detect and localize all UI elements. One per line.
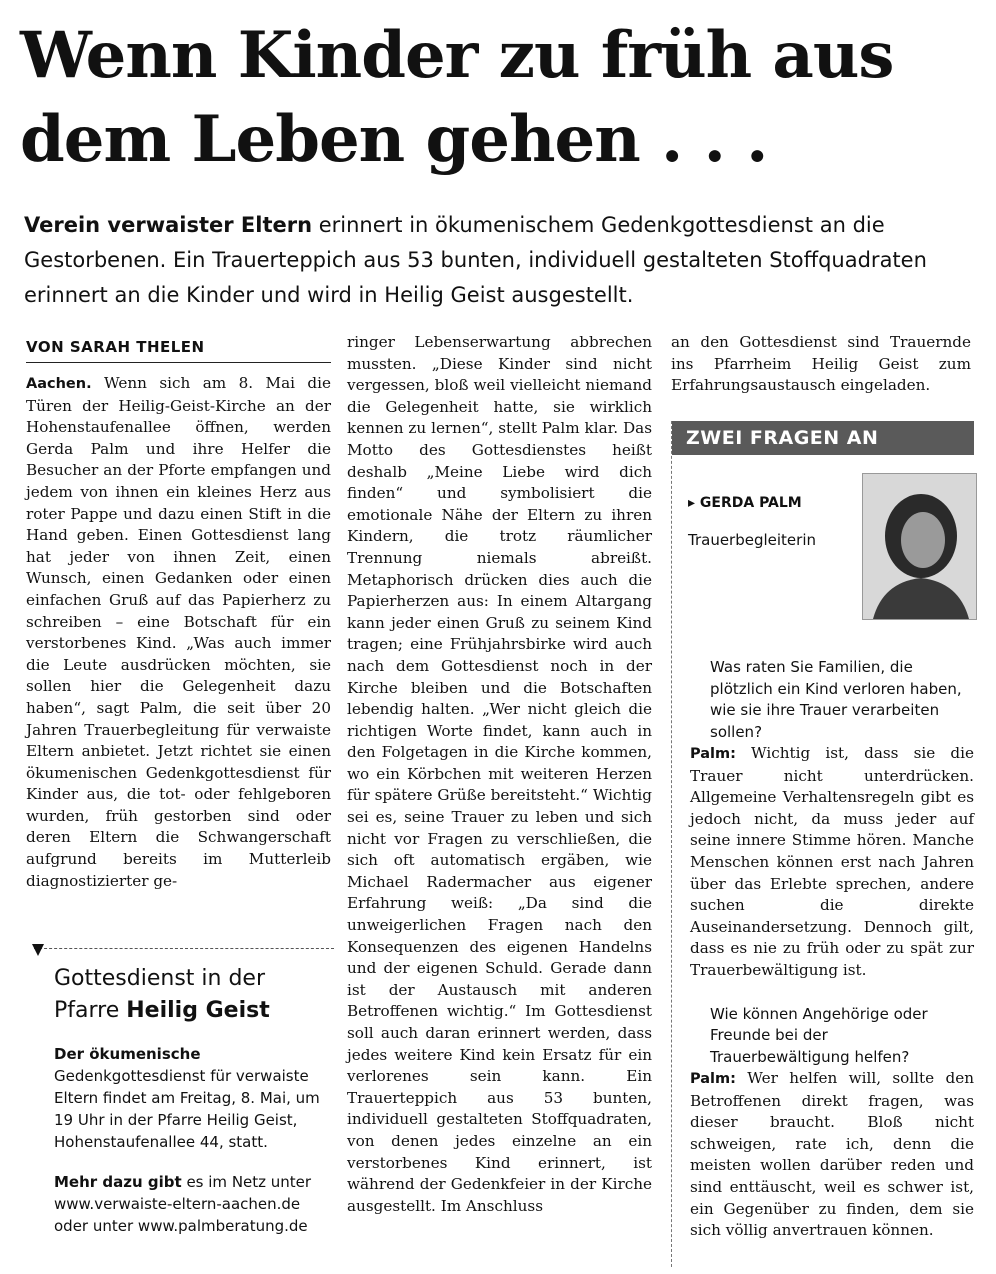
- article-body-2: ringer Lebenserwartung abbrechen mussten. „Diese Kinder sind nicht vergessen, bloß weil vielleicht niemand die Gelegenheit hatte, sie wirklich kennen zu lernen“, stellt Palm klar. Das Motto des Gottesdienstes heißt deshalb „Meine Liebe wird dich finden“ und symbolisiert die emotionale Nähe der Eltern zu ihren Kindern, die trotz räumlicher Trennung niemals abreißt. Metaphorisch drücken dies auch die Papierherzen aus: In einem Altargang kann jeder einen Gruß zu seinem Kind tragen; eine Frühjahrsbirke wird auch nach dem Gottesdienst noch in der Kirche bleiben und die Botschaften lebendig halten. „Wer nicht gleich die richtigen Worte findet, kann auch in den Folgetagen in die Kirche kommen, wo ein Körbchen mit weiteren Herzen für spätere Grüße bereitsteht.“ Wichtig sei es, seine Trauer zu leben und sich nicht vor Fragen zu verschließen, die sich oft automatisch ergäben, wie Michael Radermacher aus eigener Erfahrung weiß: „Da sind die unweigerlichen Fragen nach den Konsequenzen des eigenen Handelns und der eigenen Schuld. Gerade dann ist der Austausch mit anderen Betroffenen wichtig.“ Im Gottesdienst soll auch daran erinnert werden, dass jedes weitere Kind kein Ersatz für ein verlorenes sein kann. Ein Trauerteppich aus 53 bunten, individuell gestalteten Stoffquadraten, von denen jedes einzelne an ein verstorbenes Kind erinnert, ist während der Gedenkfeier in der Kirche ausgestellt. Im Anschluss: [347, 333, 652, 1215]
- question-1: Was raten Sie Familien, die plötzlich ein Kind verloren haben, wie sie ihre Trauer verarbeiten sollen?: [710, 658, 962, 741]
- info-p2-text: es im Netz unter www.verwaiste-eltern-aachen.de oder unter www.palmberatung.de: [54, 1173, 312, 1235]
- article-body-3: an den Gottesdienst sind Trauernde ins Pfarrheim Heilig Geist zum Erfahrungsaustausch eingeladen.: [671, 333, 971, 395]
- question-2: Wie können Angehörige oder Freunde bei der Trauerbewältigung helfen?: [710, 1004, 928, 1066]
- headline: Wenn Kinder zu früh aus dem Leben gehen . . .: [20, 18, 894, 177]
- answer-2-speaker: Palm:: [690, 1071, 736, 1088]
- info-p2-lead: Mehr dazu gibt: [54, 1173, 182, 1191]
- answer-1: [690, 743, 974, 982]
- article-column-1: [26, 338, 331, 892]
- interview-person: [672, 455, 974, 635]
- interview-box: [671, 421, 974, 1267]
- triangle-marker-icon: [32, 944, 44, 956]
- info-box-title: [54, 963, 334, 1027]
- answer-1-text: Wichtig ist, dass sie die Trauer nicht unterdrücken. Allgemeine Verhaltensregeln gibt es jedoch nicht, da muss jeder auf seine innere Stimme hören. Manche Menschen können erst nach Jahren über das Erlebte sprechen, andere suchen die direkte Auseinandersetzung. Dennoch gilt, dass es nie zu früh oder zu spät zur Trauerbewältigung ist.: [690, 744, 974, 979]
- subhead-text: erinnert in ökumenischem Gedenkgottesdienst an die Gestorbenen. Ein Trauerteppich aus 53 bunten, individuell gestalteten Stoffquadraten erinnert an die Kinder und wird in Heilig Geist ausgestellt.: [24, 213, 927, 307]
- article-column-2: [347, 332, 652, 1217]
- info-p1-lead: Der ökumenische: [54, 1045, 201, 1063]
- info-paragraph-1: [54, 1043, 334, 1153]
- dateline: Aachen.: [26, 376, 92, 392]
- answer-2-text: Wer helfen will, sollte den Betroffenen direkt fragen, was dieser braucht. Bloß nicht schweigen, rate ich, denn die meisten wollen darüber reden und sind enttäuscht, weil es schwer ist, ein Gegenüber zu finden, dem sie sich völlig anvertrauen können.: [690, 1069, 974, 1240]
- subhead-lead: Verein verwaister Eltern: [24, 213, 313, 237]
- info-paragraph-2: [54, 1171, 334, 1237]
- portrait-icon: [863, 474, 976, 619]
- article-text-1: [26, 373, 331, 892]
- info-box: [34, 948, 334, 1255]
- interview-header: ZWEI FRAGEN AN: [672, 421, 974, 455]
- info-title-bold: Heilig Geist: [126, 998, 270, 1023]
- info-title-plain: Gottesdienst in der Pfarre: [54, 966, 265, 1023]
- interviewee-role: Trauerbegleiterin: [688, 531, 817, 549]
- interviewee-name: ▸ GERDA PALM: [688, 495, 802, 511]
- portrait-photo: [862, 473, 977, 620]
- article-body-1: Wenn sich am 8. Mai die Türen der Heilig-Geist-Kirche an der Hohenstaufenallee öffnen, werden Gerda Palm und ihre Helfer die Besucher an der Pforte empfangen und jedem von ihnen ein kleines Herz aus roter Pappe und dazu einen Stift in die Hand geben. Einen Gottesdienst lang hat jeder von ihnen Zeit, einen Wunsch, einen Gedanken oder einen einfachen Gruß auf das Papierherz zu schreiben – eine Botschaft für ein verstorbenes Kind. „Was auch immer die Leute ausdrücken möchten, sie sollen hier die Gelegenheit dazu haben“, sagt Palm, die seit über 20 Jahren Trauerbegleitung für verwaiste Eltern anbietet. Jetzt richtet sie einen ökumenischen Gedenkgottesdienst für Kinder aus, die tot- oder fehlgeboren wurden, früh gestorben sind oder deren Eltern die Schwangerschaft aufgrund bereits im Mutterleib diagnostizierter ge-: [26, 374, 331, 890]
- subheadline: [24, 208, 974, 313]
- article-column-3: [671, 332, 971, 397]
- info-p1-text: Gedenkgottesdienst für verwaiste Eltern findet am Freitag, 8. Mai, um 19 Uhr in der Pfarre Heilig Geist, Hohenstaufenallee 44, statt.: [54, 1067, 320, 1151]
- answer-1-speaker: Palm:: [690, 746, 736, 762]
- answer-2: [690, 1068, 974, 1242]
- byline: VON SARAH THELEN: [26, 338, 331, 363]
